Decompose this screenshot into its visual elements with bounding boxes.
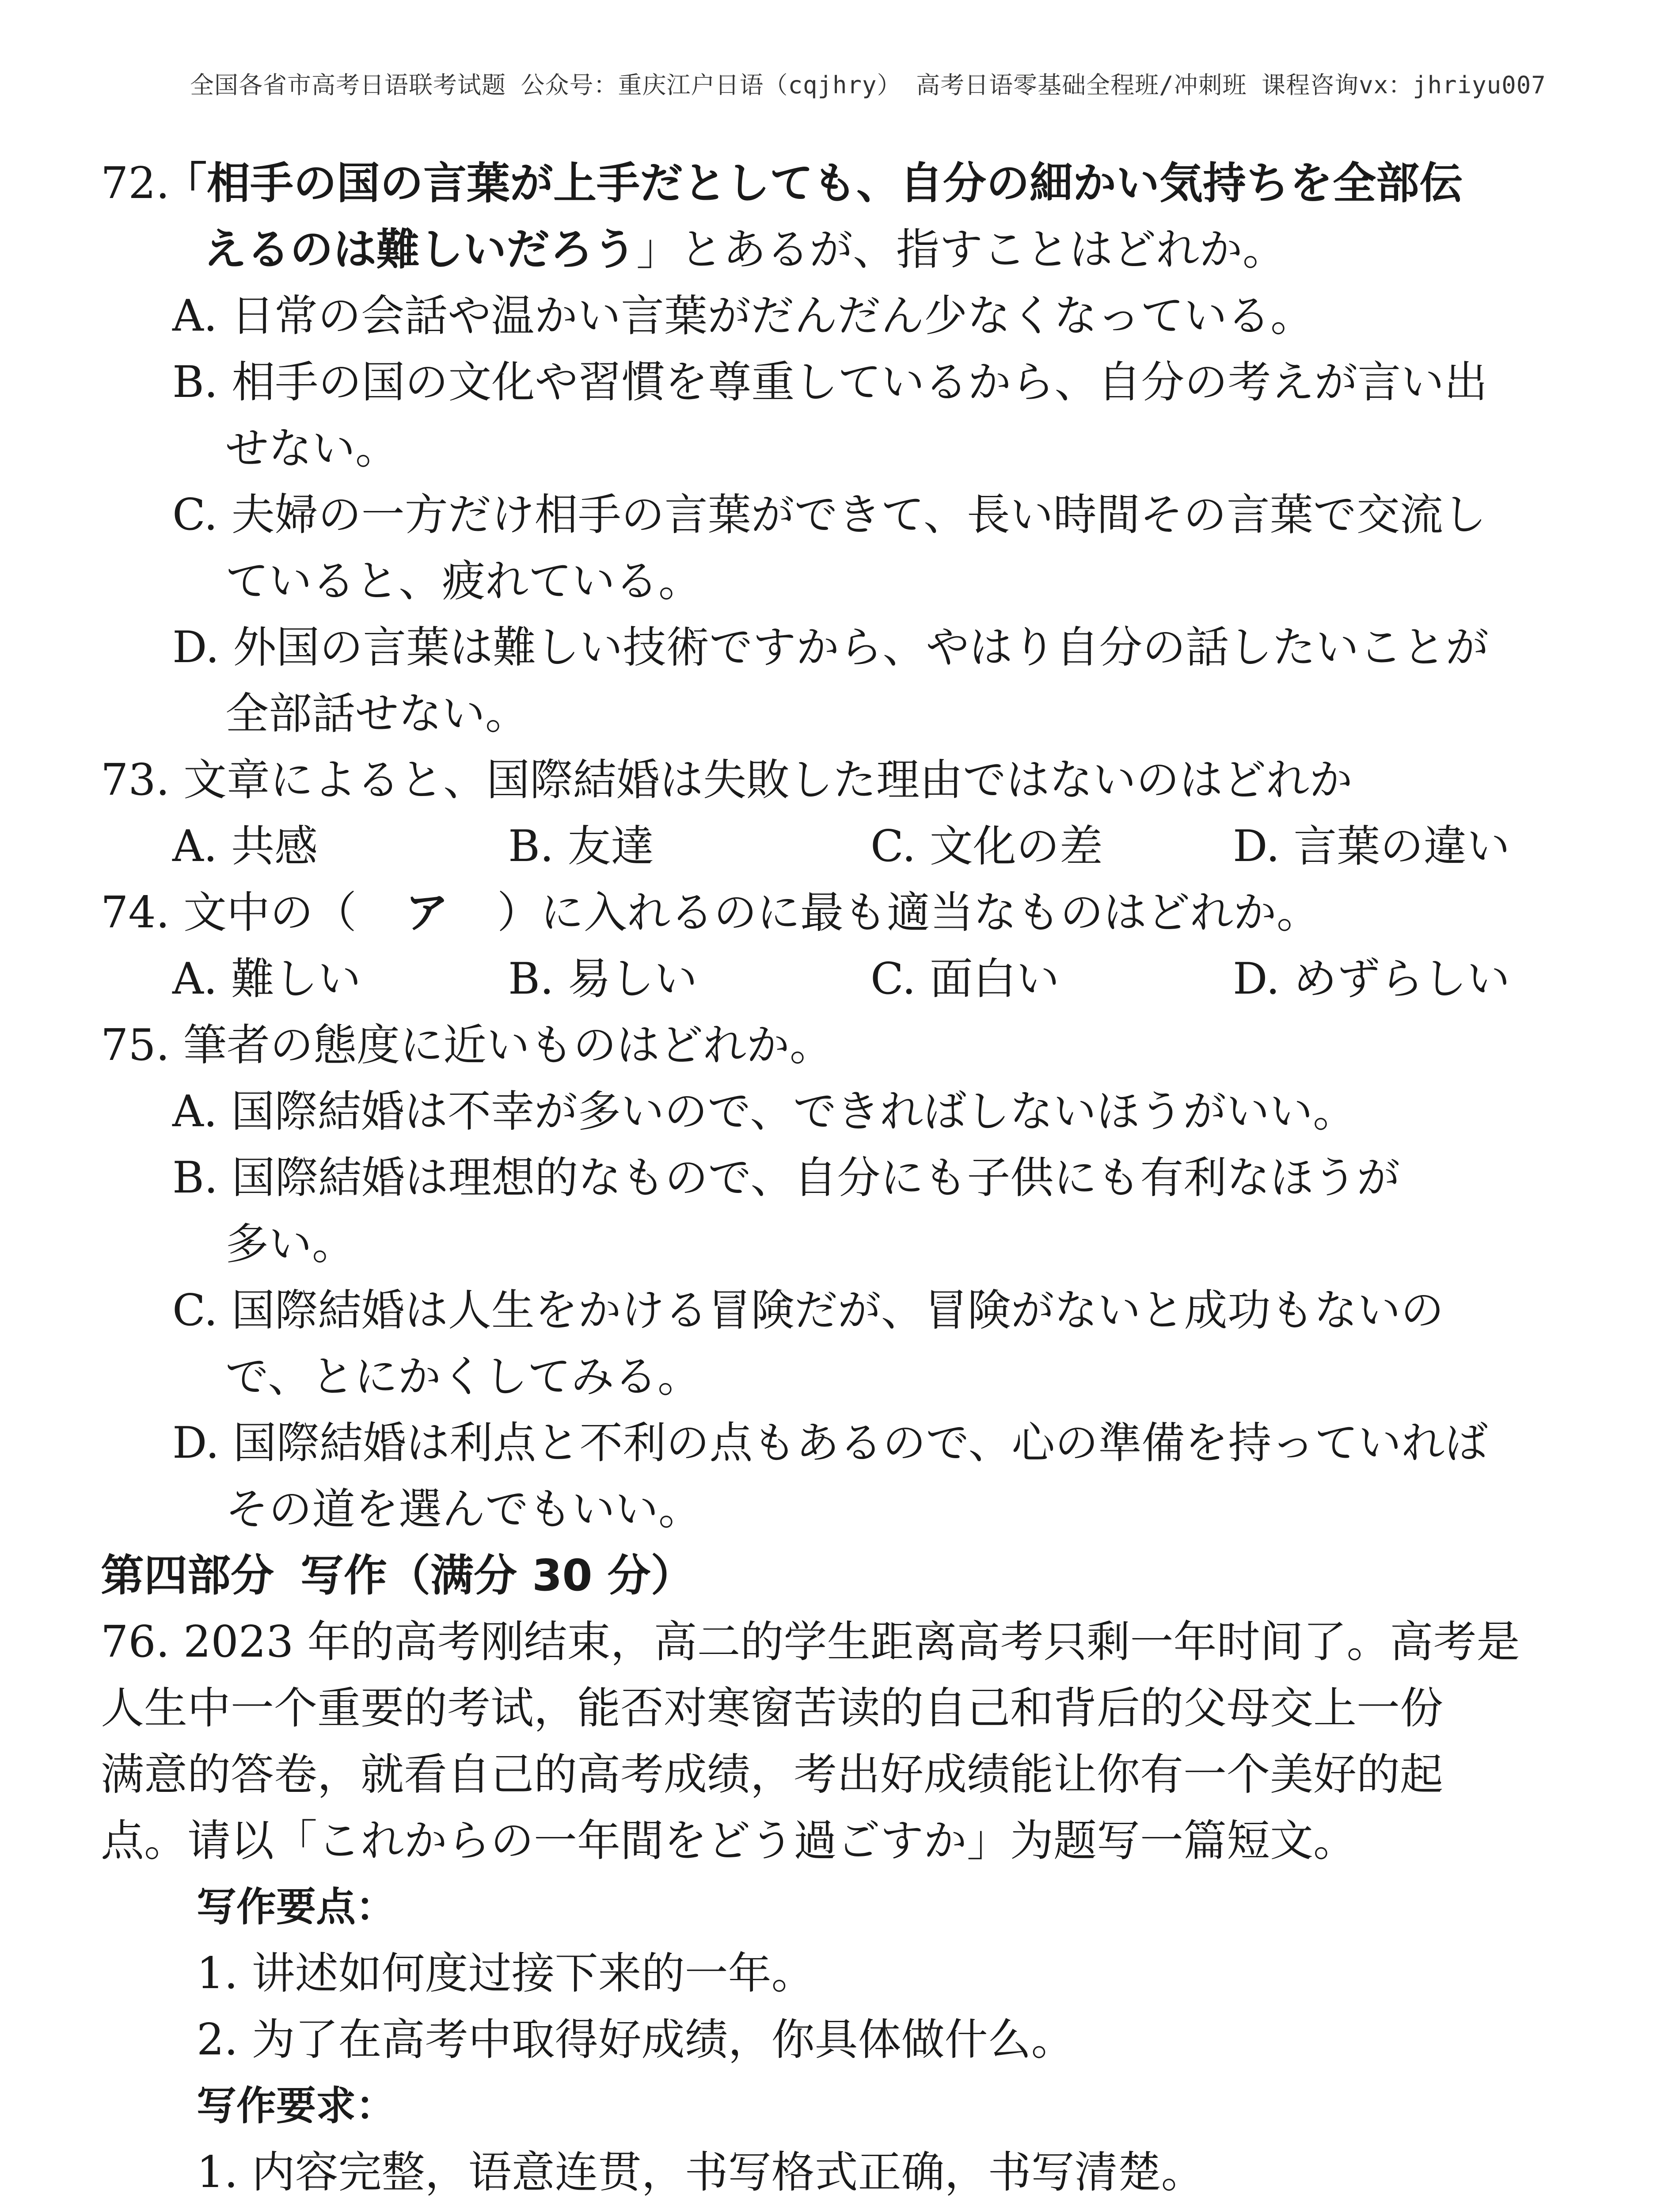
q74-option-d: D. めずらしい xyxy=(1233,954,1510,1004)
q72-option-d-line2: 全部話せない。 xyxy=(225,689,529,739)
q73-option-b: B. 友達 xyxy=(508,821,654,872)
q75-option-a: A. 国際結婚は不幸が多いので、できればしないほうがいい。 xyxy=(172,1086,1357,1137)
writing-requirements-title: 写作要求： xyxy=(197,2083,395,2129)
q73-stem: 73. 文章によると、国際結婚は失敗した理由ではないのはどれか xyxy=(101,755,1353,805)
q76-prompt-line3: 满意的答卷，就看自己的高考成绩，考出好成绩能让你有一个美好的起 xyxy=(101,1749,1444,1800)
q72-stem-line1: 「相手の国の言葉が上手だとしても、自分の細かい気持ちを全部伝 xyxy=(163,158,1463,209)
q74-option-c: C. 面白い xyxy=(870,954,1060,1004)
q72-option-b-line2: せない。 xyxy=(225,423,399,474)
q75-option-b-line2: 多い。 xyxy=(225,1219,356,1269)
q72-option-c-line1: C. 夫婦の一方だけ相手の言葉ができて、長い時間その言葉で交流し xyxy=(172,490,1486,540)
q74-stem xyxy=(101,880,1320,946)
page-header: 全国各省市高考日语联考试题 公众号：重庆江户日语（cqjhry） 高考日语零基础全程班/冲刺班 课程咨询vx：jhriyu007 xyxy=(190,71,1546,99)
writing-requirement-2 xyxy=(197,2206,686,2210)
q74-stem-pre: 74. 文中の（ xyxy=(101,888,357,938)
q74-blank-label: ア xyxy=(405,888,449,938)
writing-point-2: 2. 为了在高考中取得好成绩，你具体做什么。 xyxy=(197,2015,1075,2065)
q75-option-c-line2: で、とにかくしてみる。 xyxy=(225,1352,701,1402)
q76-prompt-line4: 点。请以「これからの一年間をどう過ごすか」为题写一篇短文。 xyxy=(101,1816,1357,1866)
q75-option-d-line1: D. 国際結婚は利点と不利の点もあるので、心の準備を持っていれば xyxy=(172,1418,1488,1468)
part4-heading xyxy=(101,1543,694,1609)
q72-option-a: A. 日常の会話や温かい言葉がだんだん少なくなっている。 xyxy=(172,291,1314,341)
q75-option-b-line1: B. 国際結婚は理想的なもので、自分にも子供にも有利なほうが xyxy=(172,1153,1400,1203)
q73-option-c: C. 文化の差 xyxy=(870,821,1103,872)
q72-stem-quote-end: えるのは難しいだろう xyxy=(203,225,637,275)
q74-option-a: A. 難しい xyxy=(172,954,361,1004)
writing-requirement-1: 1. 内容完整，语意连贯，书写格式正确，书写清楚。 xyxy=(197,2147,1205,2198)
q72-stem-tail: 」とあるが、指すことはどれか。 xyxy=(636,225,1286,275)
q76-prompt-line2: 人生中一个重要的考试，能否对寒窗苦读的自己和背后的父母交上一份 xyxy=(101,1683,1444,1734)
q72-option-b-line1: B. 相手の国の文化や習慣を尊重しているから、自分の考えが言い出 xyxy=(172,357,1488,408)
q75-option-c-line1: C. 国際結婚は人生をかける冒険だが、冒険がないと成功もないの xyxy=(172,1285,1444,1336)
q72-stem-line2 xyxy=(203,217,1286,283)
q75-option-d-line2: その道を選んでもいい。 xyxy=(225,1484,702,1535)
part4-subtitle: 写作（满分 30 分） xyxy=(300,1551,694,1601)
part4-title: 第四部分 xyxy=(101,1551,274,1601)
q73-option-d: D. 言葉の違い xyxy=(1233,821,1510,872)
q76-prompt-line1: 76. 2023 年的高考刚结束，高二的学生距离高考只剩一年时间了。高考是 xyxy=(101,1617,1520,1667)
q72-number: 72. xyxy=(101,158,170,209)
q73-option-a: A. 共感 xyxy=(172,821,318,872)
writing-point-1: 1. 讲述如何度过接下来的一年。 xyxy=(197,1948,815,1999)
q72-option-c-line2: ていると、疲れている。 xyxy=(225,556,702,606)
q74-option-b: B. 易しい xyxy=(508,954,698,1004)
q75-stem: 75. 筆者の態度に近いものはどれか。 xyxy=(101,1020,833,1071)
writing-points-title: 写作要点： xyxy=(197,1884,395,1930)
q74-stem-post: ）に入れるのに最も適当なものはどれか。 xyxy=(497,888,1320,938)
q72-option-d-line1: D. 外国の言葉は難しい技術ですから、やはり自分の話したいことが xyxy=(172,622,1489,673)
